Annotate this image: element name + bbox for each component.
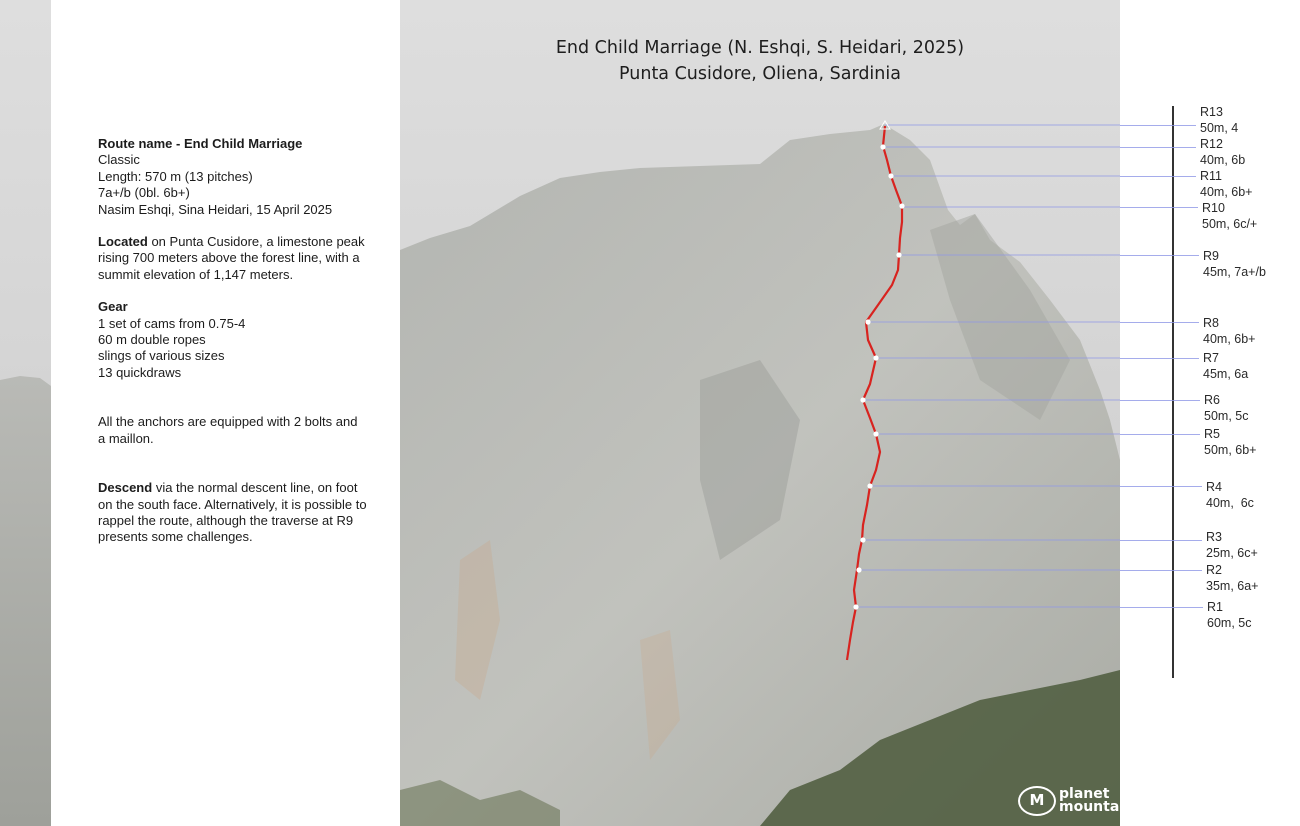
pitch-name: R3 xyxy=(1206,530,1222,544)
pitch-detail: 50m, 6b+ xyxy=(1204,442,1257,457)
descend-label: Descend xyxy=(98,480,153,496)
leader-ext-r3 xyxy=(1120,540,1202,541)
route-grade: 7a+/b (0bl. 6b+) xyxy=(98,185,190,201)
route-info xyxy=(98,136,368,546)
route-style: Classic xyxy=(98,152,140,168)
pitch-label-r8 xyxy=(1203,316,1255,347)
gear-item: 13 quickdraws xyxy=(98,364,182,380)
pitch-detail: 50m, 5c xyxy=(1204,408,1249,423)
topo-title: End Child Marriage (N. Eshqi, S. Heidari, 2025) xyxy=(555,38,965,58)
leader-ext-r11 xyxy=(1120,176,1196,177)
route-length: Length: 570 m (13 pitches) xyxy=(98,168,253,184)
anchor-r8 xyxy=(865,319,870,324)
gear-heading: Gear xyxy=(98,299,128,315)
pitch-name: R13 xyxy=(1200,105,1223,119)
descent-text xyxy=(98,480,368,546)
leader-ext-r1 xyxy=(1120,607,1203,608)
pitch-detail: 25m, 6c+ xyxy=(1206,545,1258,560)
pitch-detail: 60m, 5c xyxy=(1207,615,1252,630)
leader-ext-r10 xyxy=(1120,207,1198,208)
pitch-label-r10 xyxy=(1202,201,1257,232)
anchor-r12 xyxy=(880,144,885,149)
pitch-detail: 50m, 4 xyxy=(1200,120,1239,135)
route-heading: Route name - End Child Marriage xyxy=(98,136,303,151)
anchor-r4 xyxy=(867,483,872,488)
location-text xyxy=(98,234,368,283)
logo-line2: mountain xyxy=(1059,799,1135,815)
pitch-name: R9 xyxy=(1203,249,1219,263)
anchor-r7 xyxy=(873,355,878,360)
anchor-r5 xyxy=(873,431,878,436)
pitch-label-r7 xyxy=(1203,351,1248,382)
pitch-name: R6 xyxy=(1204,393,1220,407)
leader-ext-r6 xyxy=(1120,400,1200,401)
anchor-r11 xyxy=(888,173,893,178)
pitch-detail: 50m, 6c/+ xyxy=(1202,216,1258,231)
topo-subtitle: Punta Cusidore, Oliena, Sardinia xyxy=(619,64,901,84)
leader-ext-r8 xyxy=(1120,322,1199,323)
gear-item: 60 m double ropes xyxy=(98,332,206,348)
gear-item: slings of various sizes xyxy=(98,348,225,364)
leader-ext-r9 xyxy=(1120,255,1199,256)
pitch-label-r5 xyxy=(1204,427,1256,458)
pitch-name: R7 xyxy=(1203,351,1219,365)
pitch-label-r3 xyxy=(1206,530,1258,561)
pitch-label-r1 xyxy=(1207,600,1251,631)
pitch-label-r12 xyxy=(1200,137,1245,168)
first-ascent: Nasim Eshqi, Sina Heidari, 15 April 2025 xyxy=(98,201,333,217)
pitch-name: R4 xyxy=(1206,480,1222,494)
pitch-detail: 40m, 6b+ xyxy=(1203,331,1256,346)
pitch-name: R5 xyxy=(1204,427,1220,441)
pitch-label-r9 xyxy=(1203,249,1266,280)
pitch-label-r4 xyxy=(1206,480,1254,511)
anchors-text: All the anchors are equipped with 2 bolts and a maillon. xyxy=(98,414,358,446)
left-rock xyxy=(0,376,51,826)
logo-line1: planet xyxy=(1059,786,1110,802)
pitch-name: R12 xyxy=(1200,137,1223,151)
pitch-name: R2 xyxy=(1206,563,1222,577)
anchor-r6 xyxy=(860,397,865,402)
pitch-label-r13 xyxy=(1200,105,1238,136)
located-label: Located xyxy=(98,234,148,250)
scale-bar-overlay xyxy=(1172,106,1174,678)
pitch-label-r6 xyxy=(1204,393,1248,424)
pitch-label-r2 xyxy=(1206,563,1258,594)
pitch-name: R10 xyxy=(1202,201,1225,215)
logo-icon: M xyxy=(1018,786,1056,816)
planetmountain-logo xyxy=(1018,786,1134,816)
pitch-detail: 35m, 6a+ xyxy=(1206,578,1259,593)
pitch-detail: 40m, 6b+ xyxy=(1200,184,1253,199)
pitch-detail: 45m, 6a xyxy=(1203,366,1249,381)
anchor-r9 xyxy=(896,252,901,257)
gear-item: 1 set of cams from 0.75-4 xyxy=(98,315,246,331)
leader-ext-r5 xyxy=(1120,434,1200,435)
leader-ext-r12 xyxy=(1120,147,1196,148)
leader-ext-r13 xyxy=(1120,125,1196,126)
leader-ext-r4 xyxy=(1120,486,1202,487)
leader-ext-r2 xyxy=(1120,570,1202,571)
pitch-name: R1 xyxy=(1207,600,1223,614)
descend-body: via the normal descent line, on foot on the south face. Alternatively, it is possible to rappel the route, although the traverse at R9 presents some challenges. xyxy=(98,480,367,545)
located-body: on Punta Cusidore, a limestone peak rising 700 meters above the forest line, with a summit elevation of 1,147 meters. xyxy=(98,234,365,282)
anchor-r2 xyxy=(856,567,861,572)
anchor-r10 xyxy=(899,203,904,208)
pitch-detail: 45m, 7a+/b xyxy=(1203,264,1266,279)
pitch-name: R8 xyxy=(1203,316,1219,330)
pitch-detail: 40m, 6b xyxy=(1200,152,1246,167)
leader-ext-r7 xyxy=(1120,358,1199,359)
pitch-name: R11 xyxy=(1200,169,1223,183)
pitch-label-r11 xyxy=(1200,169,1252,200)
anchor-r1 xyxy=(853,604,858,609)
pitch-detail: 40m, 6c xyxy=(1206,495,1254,510)
anchor-r3 xyxy=(860,537,865,542)
